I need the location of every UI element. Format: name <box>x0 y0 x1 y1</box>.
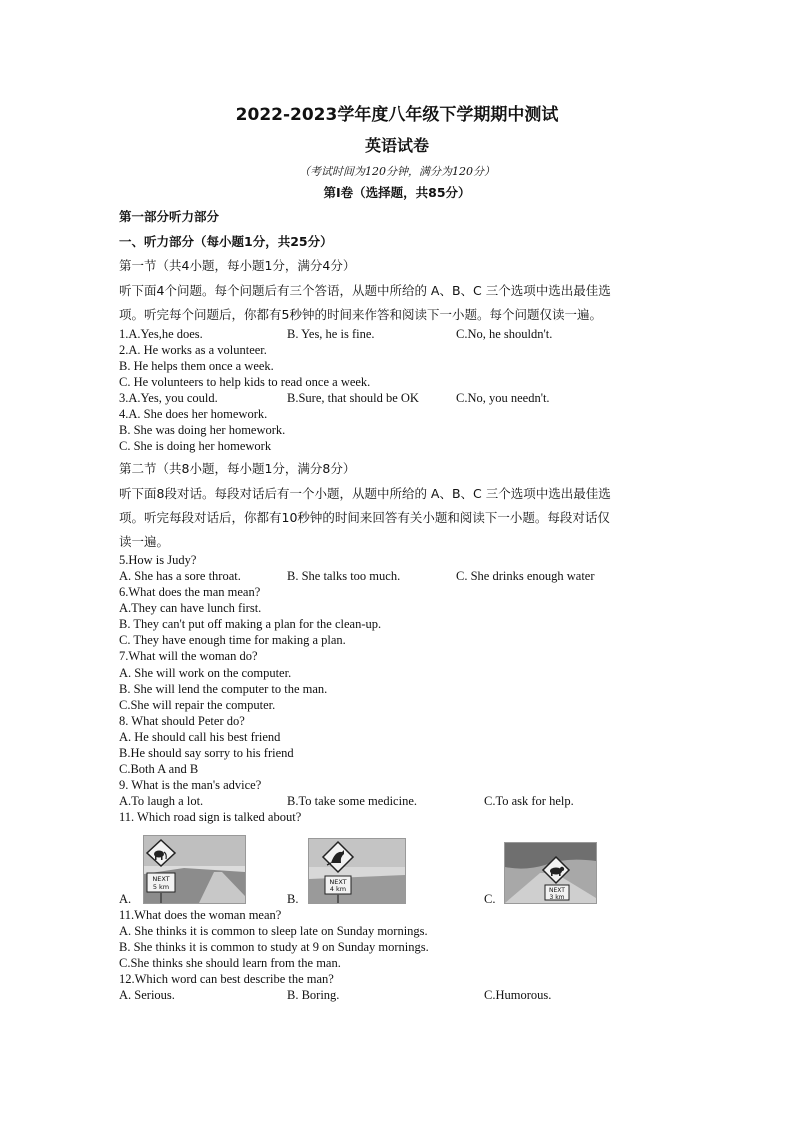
q11-option-b: B. She thinks it is common to study at 9 on Sunday mornings. <box>119 940 429 954</box>
q8-option-c: C.Both A and B <box>119 762 199 776</box>
q1-option-a: 1.A.Yes,he does. <box>119 327 203 341</box>
q10-option-c-label: C. <box>484 892 496 906</box>
sign-a-line2: 5 km <box>152 883 170 891</box>
road-sign-photo-c <box>504 842 597 904</box>
q3-option-a: 3.A.Yes, you could. <box>119 391 218 405</box>
q2-option-a: 2.A. He works as a volunteer. <box>119 343 267 357</box>
q2-option-c: C. He volunteers to help kids to read once a week. <box>119 375 371 389</box>
q6-stem: 6.What does the man mean? <box>119 585 261 599</box>
q12-stem: 12.Which word can best describe the man? <box>119 972 334 986</box>
q7-stem: 7.What will the woman do? <box>119 649 258 663</box>
sec1-instructions-line2: 项。听完每个问题后，你都有5秒钟的时间来作答和阅读下一小题。每个问题仅读一遍。 <box>119 307 602 322</box>
exam-subtitle: 英语试卷 <box>364 136 429 155</box>
q11-stem: 11.What does the woman mean? <box>119 908 282 922</box>
sec2-instructions-line1: 听下面8段对话。每段对话后有一个小题，从题中所给的 A、B、C 三个选项中选出最佳选 <box>119 486 611 501</box>
q7-option-c: C.She will repair the computer. <box>119 698 276 712</box>
road-sign-photo-b <box>308 838 406 904</box>
section-heading: 一、听力部分（每小题1分，共25分） <box>119 234 333 249</box>
q12-option-b: B. Boring. <box>287 988 340 1002</box>
sec2-heading: 第二节（共8小题，每小题1分，满分8分） <box>119 461 356 476</box>
q4-option-c: C. She is doing her homework <box>119 439 272 453</box>
q6-option-a: A.They can have lunch first. <box>119 601 262 615</box>
sec2-instructions-line3: 读一遍。 <box>119 534 170 549</box>
q6-option-b: B. They can't put off making a plan for the clean-up. <box>119 617 382 631</box>
sec1-heading: 第一节（共4小题，每小题1分，满分4分） <box>119 258 356 273</box>
q5-option-a: A. She has a sore throat. <box>119 569 241 583</box>
q6-option-c: C. They have enough time for making a plan. <box>119 633 346 647</box>
sign-a-line1: NEXT <box>152 875 170 883</box>
q1-option-b: B. Yes, he is fine. <box>287 327 375 341</box>
q9-option-b: B.To take some medicine. <box>287 794 417 808</box>
q10-option-b-label: B. <box>287 892 299 906</box>
exam-title: 2022-2023学年度八年级下学期期中测试 <box>235 105 559 125</box>
q3-option-b: B.Sure, that should be OK <box>287 391 419 405</box>
q11-option-a: A. She thinks it is common to sleep late on Sunday mornings. <box>119 924 428 938</box>
road-sign-photo-a <box>143 835 246 904</box>
sign-b-line1: NEXT <box>329 878 347 886</box>
q5-stem: 5.How is Judy? <box>119 553 197 567</box>
q8-option-b: B.He should say sorry to his friend <box>119 746 294 760</box>
sec1-instructions-line1: 听下面4个问题。每个问题后有三个答语，从题中所给的 A、B、C 三个选项中选出最佳选 <box>119 283 611 298</box>
q7-option-b: B. She will lend the computer to the man. <box>119 682 328 696</box>
volume-heading: 第Ⅰ卷（选择题，共85分） <box>323 185 471 200</box>
q9-stem: 9. What is the man's advice? <box>119 778 262 792</box>
exam-time-note: （考试时间为120分钟，满分为120分） <box>299 165 495 178</box>
part-heading: 第一部分听力部分 <box>119 209 220 224</box>
q4-option-b: B. She was doing her homework. <box>119 423 286 437</box>
q10-option-a-label: A. <box>119 892 132 906</box>
q5-option-b: B. She talks too much. <box>287 569 401 583</box>
q8-option-a: A. He should call his best friend <box>119 730 281 744</box>
q12-option-c: C.Humorous. <box>484 988 552 1002</box>
q12-option-a: A. Serious. <box>119 988 175 1002</box>
q11-option-c: C.She thinks she should learn from the man. <box>119 956 341 970</box>
sec2-instructions-line2: 项。听完每段对话后，你都有10秒钟的时间来回答有关小题和阅读下一小题。每段对话仅 <box>119 510 610 525</box>
q3-option-c: C.No, you needn't. <box>456 391 550 405</box>
sign-c-line1: NEXT <box>549 887 565 894</box>
q8-stem: 8. What should Peter do? <box>119 714 245 728</box>
q5-option-c: C. She drinks enough water <box>456 569 595 583</box>
q4-option-a: 4.A. She does her homework. <box>119 407 268 421</box>
q2-option-b: B. He helps them once a week. <box>119 359 274 373</box>
q9-option-a: A.To laugh a lot. <box>119 794 204 808</box>
q9-option-c: C.To ask for help. <box>484 794 574 808</box>
q10-stem: 11. Which road sign is talked about? <box>119 810 302 824</box>
q1-option-c: C.No, he shouldn't. <box>456 327 553 341</box>
sign-c-line2: 3 km <box>549 894 565 901</box>
q7-option-a: A. She will work on the computer. <box>119 666 292 680</box>
sign-b-line2: 4 km <box>329 885 347 893</box>
